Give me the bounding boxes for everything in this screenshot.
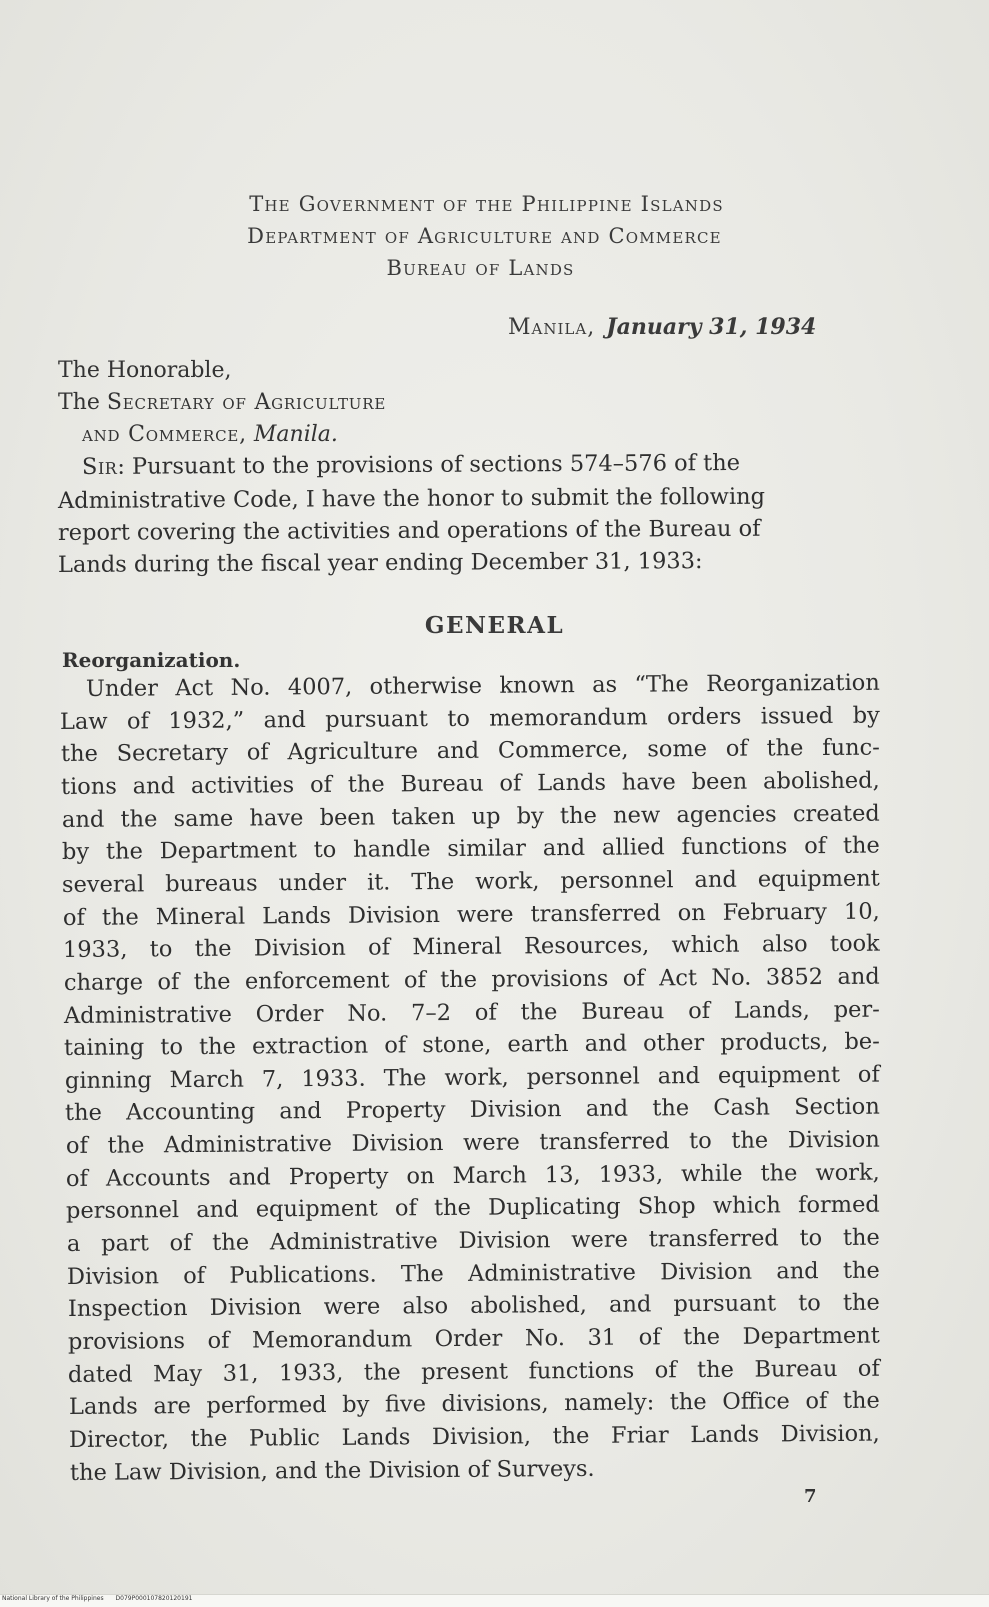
scan-footer [2, 1595, 202, 1602]
dateline-place: Manila, [508, 315, 596, 340]
body-line: by the Department to handle similar and allied functions of the [61, 832, 880, 865]
body-line: personnel and equipment of the Duplicating Shop which formed [65, 1191, 880, 1224]
body-line: of the Mineral Lands Division were transferred on February 10, [62, 898, 880, 931]
letterhead-government: The Government of the Philippine Islands [249, 192, 724, 216]
addressee-title: Secretary of Agriculture [106, 390, 387, 415]
addressee-title-cont: and Commerce, [82, 422, 247, 447]
section-title: GENERAL [424, 612, 565, 639]
body-line: Lands are performed by five divisions, namely: the Office of the [68, 1387, 880, 1420]
body-line: 1933, to the Division of Mineral Resources, which also took [62, 930, 880, 963]
addressee-line-2 [58, 390, 386, 415]
page-number: 7 [804, 1486, 817, 1507]
body-line: dated May 31, 1933, the present functions of the Bureau of [67, 1355, 880, 1388]
body-line: Under Act No. 4007, otherwise known as “The Reorganization [85, 669, 880, 702]
body-line: Division of Publications. The Administrative Division and the [66, 1257, 880, 1290]
body-line: the Law Division, and the Division of Surveys. [69, 1455, 595, 1486]
body-line: the Accounting and Property Division and the Cash Section [64, 1093, 880, 1126]
dateline-date: January 31, 1934 [606, 314, 817, 340]
addressee-city: Manila. [253, 422, 338, 447]
body-line: Administrative Order No. 7–2 of the Bureau of Lands, per- [63, 996, 880, 1029]
body-line: and the same have been taken up by the new agencies created [61, 800, 880, 833]
addressee-line-1: The Honorable, [58, 358, 232, 383]
body-line: taining to the extraction of stone, earth and other products, be- [63, 1028, 880, 1061]
salutation-line [82, 448, 740, 482]
body-line: charge of the enforcement of the provisions of Act No. 3852 and [63, 963, 880, 996]
salutation-line-1: : Pursuant to the provisions of sections 574–576 of the [117, 449, 741, 480]
body-line: tions and activities of the Bureau of Lands have been abolished, [60, 767, 880, 800]
dateline [508, 314, 816, 340]
body-line: provisions of Memorandum Order No. 31 of the Department [67, 1322, 880, 1355]
addressee-line-3 [82, 422, 338, 447]
body-line: of Accounts and Property on March 13, 1933, while the work, [65, 1159, 880, 1192]
letterhead-department: Department of Agriculture and Commerce [247, 224, 722, 248]
body-line: several bureaus under it. The work, personnel and equipment [61, 865, 880, 898]
footer-library: National Library of the Philippines [2, 1595, 104, 1602]
body-line: a part of the Administrative Division were transferred to the [66, 1224, 880, 1257]
salutation-line: Administrative Code, I have the honor to submit the following [57, 483, 766, 514]
footer-code: D079P000107820120191 [115, 1595, 193, 1602]
salutation-sir: Sir [81, 453, 118, 480]
body-line: Inspection Division were also abolished, and pursuant to the [67, 1289, 880, 1322]
salutation-line: Lands during the fiscal year ending December 31, 1933: [57, 548, 703, 578]
body-line: the Secretary of Agriculture and Commerce, some of the func- [60, 734, 880, 767]
addressee-prefix: The [58, 390, 107, 415]
body-line: Law of 1932,” and pursuant to memorandum orders issued by [59, 702, 880, 735]
salutation-line: report covering the activities and operations of the Bureau of [57, 515, 761, 546]
body-line: of the Administrative Division were transferred to the Division [65, 1126, 880, 1159]
body-line: Director, the Public Lands Division, the Friar Lands Division, [68, 1420, 880, 1453]
letterhead-bureau: Bureau of Lands [386, 256, 575, 280]
section-subheading: Reorganization. [62, 648, 241, 672]
body-line: ginning March 7, 1933. The work, personnel and equipment of [64, 1061, 880, 1094]
